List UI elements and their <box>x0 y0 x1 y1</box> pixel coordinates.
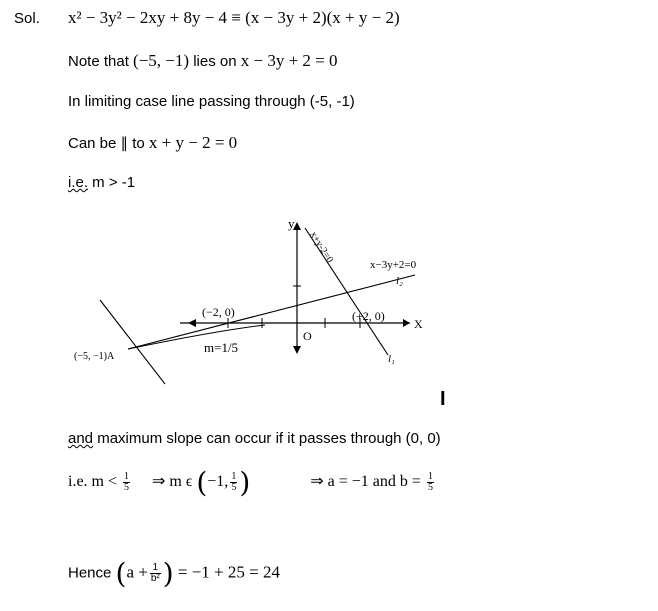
parallel-equation: x + y − 2 = 0 <box>148 133 238 152</box>
l1-label: l₁ <box>388 353 395 365</box>
line-a-label: x+y-2=0 <box>307 229 336 265</box>
fraction-2 <box>230 472 237 493</box>
slope-curve <box>128 325 265 349</box>
interval-open: ( <box>196 466 208 499</box>
origin-label: O <box>303 329 312 343</box>
x-axis-arrow-icon <box>403 319 410 327</box>
ie-line-1 <box>68 174 135 191</box>
max-slope-rest: maximum slope can occur if it passes through (0, 0) <box>93 430 441 447</box>
note-equation: x − 3y + 2 = 0 <box>240 51 338 70</box>
range-ie: i.e. <box>68 473 88 491</box>
max-slope-line <box>68 430 441 447</box>
fraction-3 <box>427 472 434 493</box>
result-fraction-num: 1 <box>150 563 161 574</box>
fraction-2-num: 1 <box>231 471 237 482</box>
note-mid: lies on <box>189 53 241 70</box>
x-axis-label: X <box>414 317 423 331</box>
point-neg2-label: (−2, 0) <box>202 305 235 319</box>
y-axis-down-arrow-icon <box>293 346 301 354</box>
fraction-2-den: 5 <box>231 482 237 493</box>
x-axis-left-arrow-icon <box>188 319 196 327</box>
limiting-case-line: In limiting case line passing through (-5, -1) <box>68 93 355 110</box>
range-line <box>68 466 436 499</box>
result-fraction <box>150 563 161 584</box>
note-point: (−5, −1) <box>133 51 190 70</box>
result-a-plus: a + <box>126 562 148 582</box>
parallel-prefix: Can be ∥ to <box>68 135 149 152</box>
fraction-1-num: 1 <box>124 471 130 482</box>
fraction-3-num: 1 <box>427 471 433 482</box>
result-prefix: Hence <box>68 564 112 582</box>
y-axis-label: y <box>288 216 295 231</box>
result-fraction-den: b² <box>150 573 160 584</box>
ie-rest: m > -1 <box>88 174 136 191</box>
ie-text: i.e. <box>68 174 89 191</box>
point-a-label: (−5, −1)A <box>74 351 115 362</box>
result-line <box>68 557 280 590</box>
fraction-1-den: 5 <box>124 482 130 493</box>
parallel-line <box>68 133 237 153</box>
fraction-3-den: 5 <box>427 482 433 493</box>
result-value: = −1 + 25 = 24 <box>177 562 280 582</box>
note-prefix: Note that <box>68 53 129 70</box>
identity-line: x² − 3y² − 2xy + 8y − 4 ≡ (x − 3y + 2)(x + y − 2) <box>68 8 400 27</box>
fraction-1 <box>123 472 130 493</box>
solution-label: Sol. <box>14 10 40 27</box>
slope-label: m=1/5 <box>204 340 239 355</box>
note-line <box>68 51 338 71</box>
range-m-lt: m < <box>91 473 118 491</box>
line-b-label: x−3y+2=0 <box>370 259 417 271</box>
point-pos2-label: (+2, 0) <box>352 309 385 323</box>
result-close-paren: ) <box>162 557 174 590</box>
text-cursor: I <box>440 388 446 410</box>
result-open-paren: ( <box>115 557 127 590</box>
l2-label: l₂ <box>396 275 403 287</box>
ab-values: ⇒ a = −1 and b = <box>310 473 421 491</box>
geometry-diagram <box>70 212 450 387</box>
interval-start: −1, <box>207 473 229 491</box>
range-implies: ⇒ m ϵ <box>152 473 193 491</box>
max-slope-prefix: and <box>68 430 94 447</box>
interval-close: ) <box>239 466 251 499</box>
